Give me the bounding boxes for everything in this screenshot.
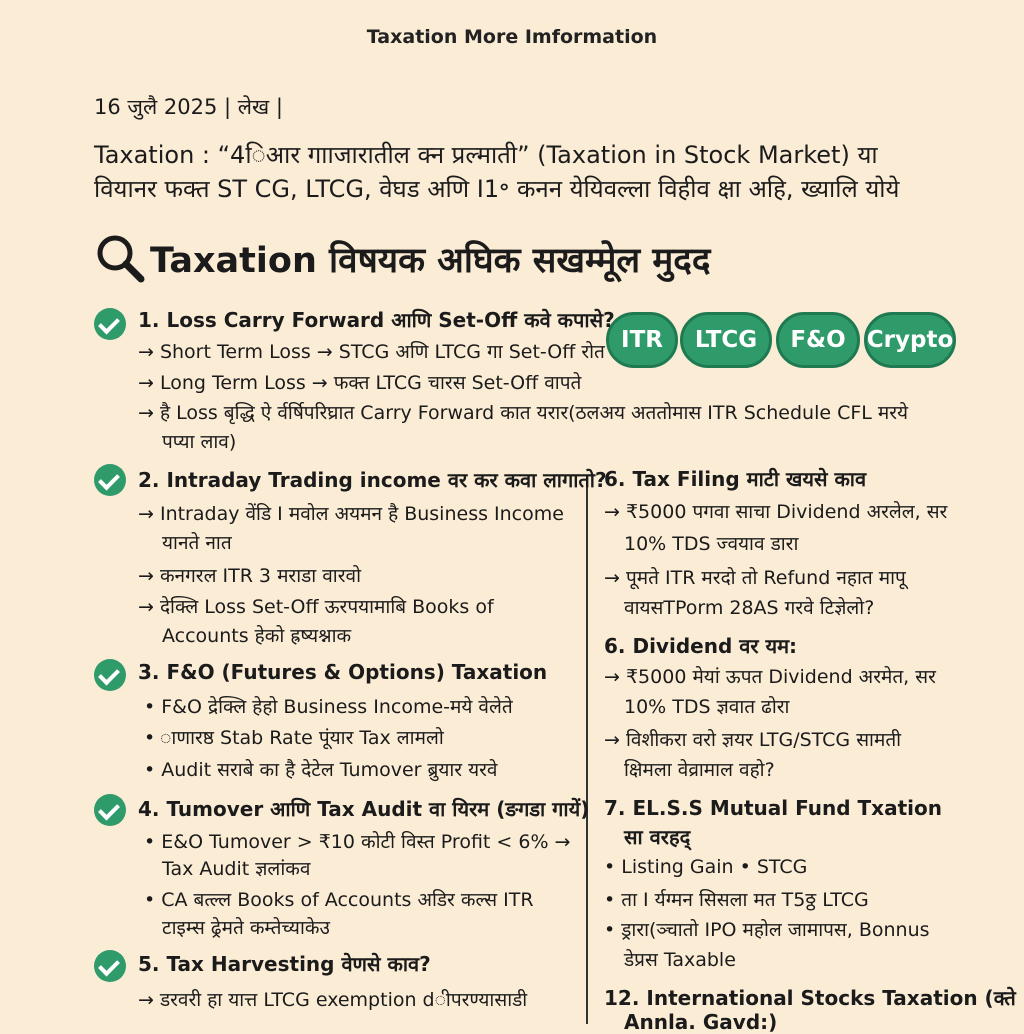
item-2-heading: 2. Intraday Trading income वर कर कवा लागातो? xyxy=(138,468,607,492)
column-divider xyxy=(586,484,588,1024)
item-1-heading: 1. Loss Carry Forward आणि Set-Off कवे कपासे? xyxy=(138,308,615,332)
item-6a-heading: 6. Tax Filing माटी खयसे काव xyxy=(604,467,867,491)
item-3-line: • F&O द्रेक्लि हेहो Business Income-मये वेलेते xyxy=(144,696,513,718)
item-6b-heading: 6. Dividend वर यम: xyxy=(604,634,798,658)
intro-line-2: वियानर फक्त ST CG, LTCG, वेघड अणि I1॰ कनन येयिवल्ला विहीव क्षा अहि, ख्यालि योये xyxy=(94,175,900,203)
item-4-heading: 4. Tumover आणि Tax Audit वा यिरम (ङगडा गायें) xyxy=(138,797,590,821)
item-7-heading-cont: सा वरहद् xyxy=(624,825,691,849)
item-12-heading: 12. International Stocks Taxation (क्ते xyxy=(604,986,1016,1010)
tag-ltcg: LTCG xyxy=(680,312,772,368)
item-6a-line: 10% TDS ज्वयाव डारा xyxy=(624,533,799,555)
item-7-heading: 7. EL.S.S Mutual Fund Txation xyxy=(604,796,942,820)
item-4-line: टाइम्स ढ्रेमते कम्तेच्याकेउ xyxy=(162,917,330,939)
section-title: Taxation विषयक अघिक सखम्मूेल मुदद xyxy=(150,241,711,281)
item-2-line: Accounts हेको ह्रष्यश्नाक xyxy=(162,625,352,647)
item-4-line: Tax Audit ज्ञलांकव xyxy=(162,858,311,880)
tag-fo: F&O xyxy=(776,312,860,368)
item-1-line: → Long Term Loss → फक्त LTCG चारस Set-Off वापते xyxy=(138,372,582,394)
check-icon xyxy=(94,950,126,982)
item-6b-line: → ₹5000 मेयां ऊपत Dividend अरमेत, सर xyxy=(604,666,936,688)
item-6a-line: → पूमते ITR मरदो तो Refund नहात मापू xyxy=(604,567,906,589)
item-6b-line: क्षिमला वेव्रामाल वहो? xyxy=(624,759,775,781)
item-3-line: • ाणारष्ठ Stab Rate पूंयार Tax लामलो xyxy=(144,727,444,749)
tag-crypto: Crypto xyxy=(864,312,956,368)
item-5-heading: 5. Tax Harvesting वेणसे काव? xyxy=(138,952,431,976)
item-4-line: • CA बत्ल्ल Books of Accounts अडिर कल्स ITR xyxy=(144,889,534,911)
item-6b-line: 10% TDS ज्ञवात ढोरा xyxy=(624,696,790,718)
item-6a-line: → ₹5000 पगवा साचा Dividend अरलेल, सर xyxy=(604,501,948,523)
top-banner xyxy=(160,0,860,16)
check-icon xyxy=(94,794,126,826)
item-4-line: • E&O Tumover > ₹10 कोटी विस्त Profit < 6% → xyxy=(144,831,571,853)
item-7-line: • ड्रारा(ञ्चातो IPO महोल जामापस, Bonnus xyxy=(604,919,930,941)
item-3-line: • Audit सराबे का है देटेल Tumover ब्रुयार यरवे xyxy=(144,759,498,781)
item-6a-line: वायसTPorm 28AS गरवे टिज्ञेलो? xyxy=(624,597,875,619)
item-7-line: • Listing Gain • STCG xyxy=(604,856,808,878)
item-7-line: • ता I र्यग्मन सिसला मत T5ठ्ठ LTCG xyxy=(604,889,869,911)
item-1-line: → Short Term Loss → STCG अणि LTCG गा Set-Off रोत xyxy=(138,341,605,363)
check-icon xyxy=(94,308,126,340)
date-line: 16 जुलै 2025 | लेख | xyxy=(94,95,283,119)
item-6b-line: → विशीकरा वरो ज्ञयर LTG/STCG सामती xyxy=(604,729,902,751)
item-12-heading-cont: Annla. Gavd:) xyxy=(624,1010,778,1034)
check-icon xyxy=(94,659,126,691)
magnifier-icon xyxy=(94,232,146,284)
item-2-line: यानते नात xyxy=(162,532,232,554)
item-1-line: → है Loss बृद्धि ऐ र्वर्षिपरिघ्रात Carry Forward कात यरार(ठलअय अततोमास ITR Schedule CFL मरये xyxy=(138,402,909,424)
intro-line-1: Taxation : “4िआर गााजारातील क्न प्रल्माती” (Taxation in Stock Market) या xyxy=(94,141,878,169)
tag-itr: ITR xyxy=(606,312,678,368)
item-2-line: → Intraday वेंडि I मवोल अयमन है Business Income xyxy=(138,503,564,525)
item-2-line: → कनगरल ITR 3 मराडा वारवो xyxy=(138,565,361,587)
item-5-line: → डरवरी हा यात्त LTCG exemption dीपरण्यासाडी xyxy=(138,989,528,1011)
check-icon xyxy=(94,464,126,496)
item-1-line: पप्या लाव) xyxy=(162,431,237,453)
item-2-line: → देक्लि Loss Set-Off ऊरपयामाबि Books of xyxy=(138,596,494,618)
item-3-heading: 3. F&O (Futures & Options) Taxation xyxy=(138,660,548,684)
page-title: Taxation More Imformation xyxy=(366,26,658,48)
item-7-line: डेप्रस Taxable xyxy=(624,949,736,971)
